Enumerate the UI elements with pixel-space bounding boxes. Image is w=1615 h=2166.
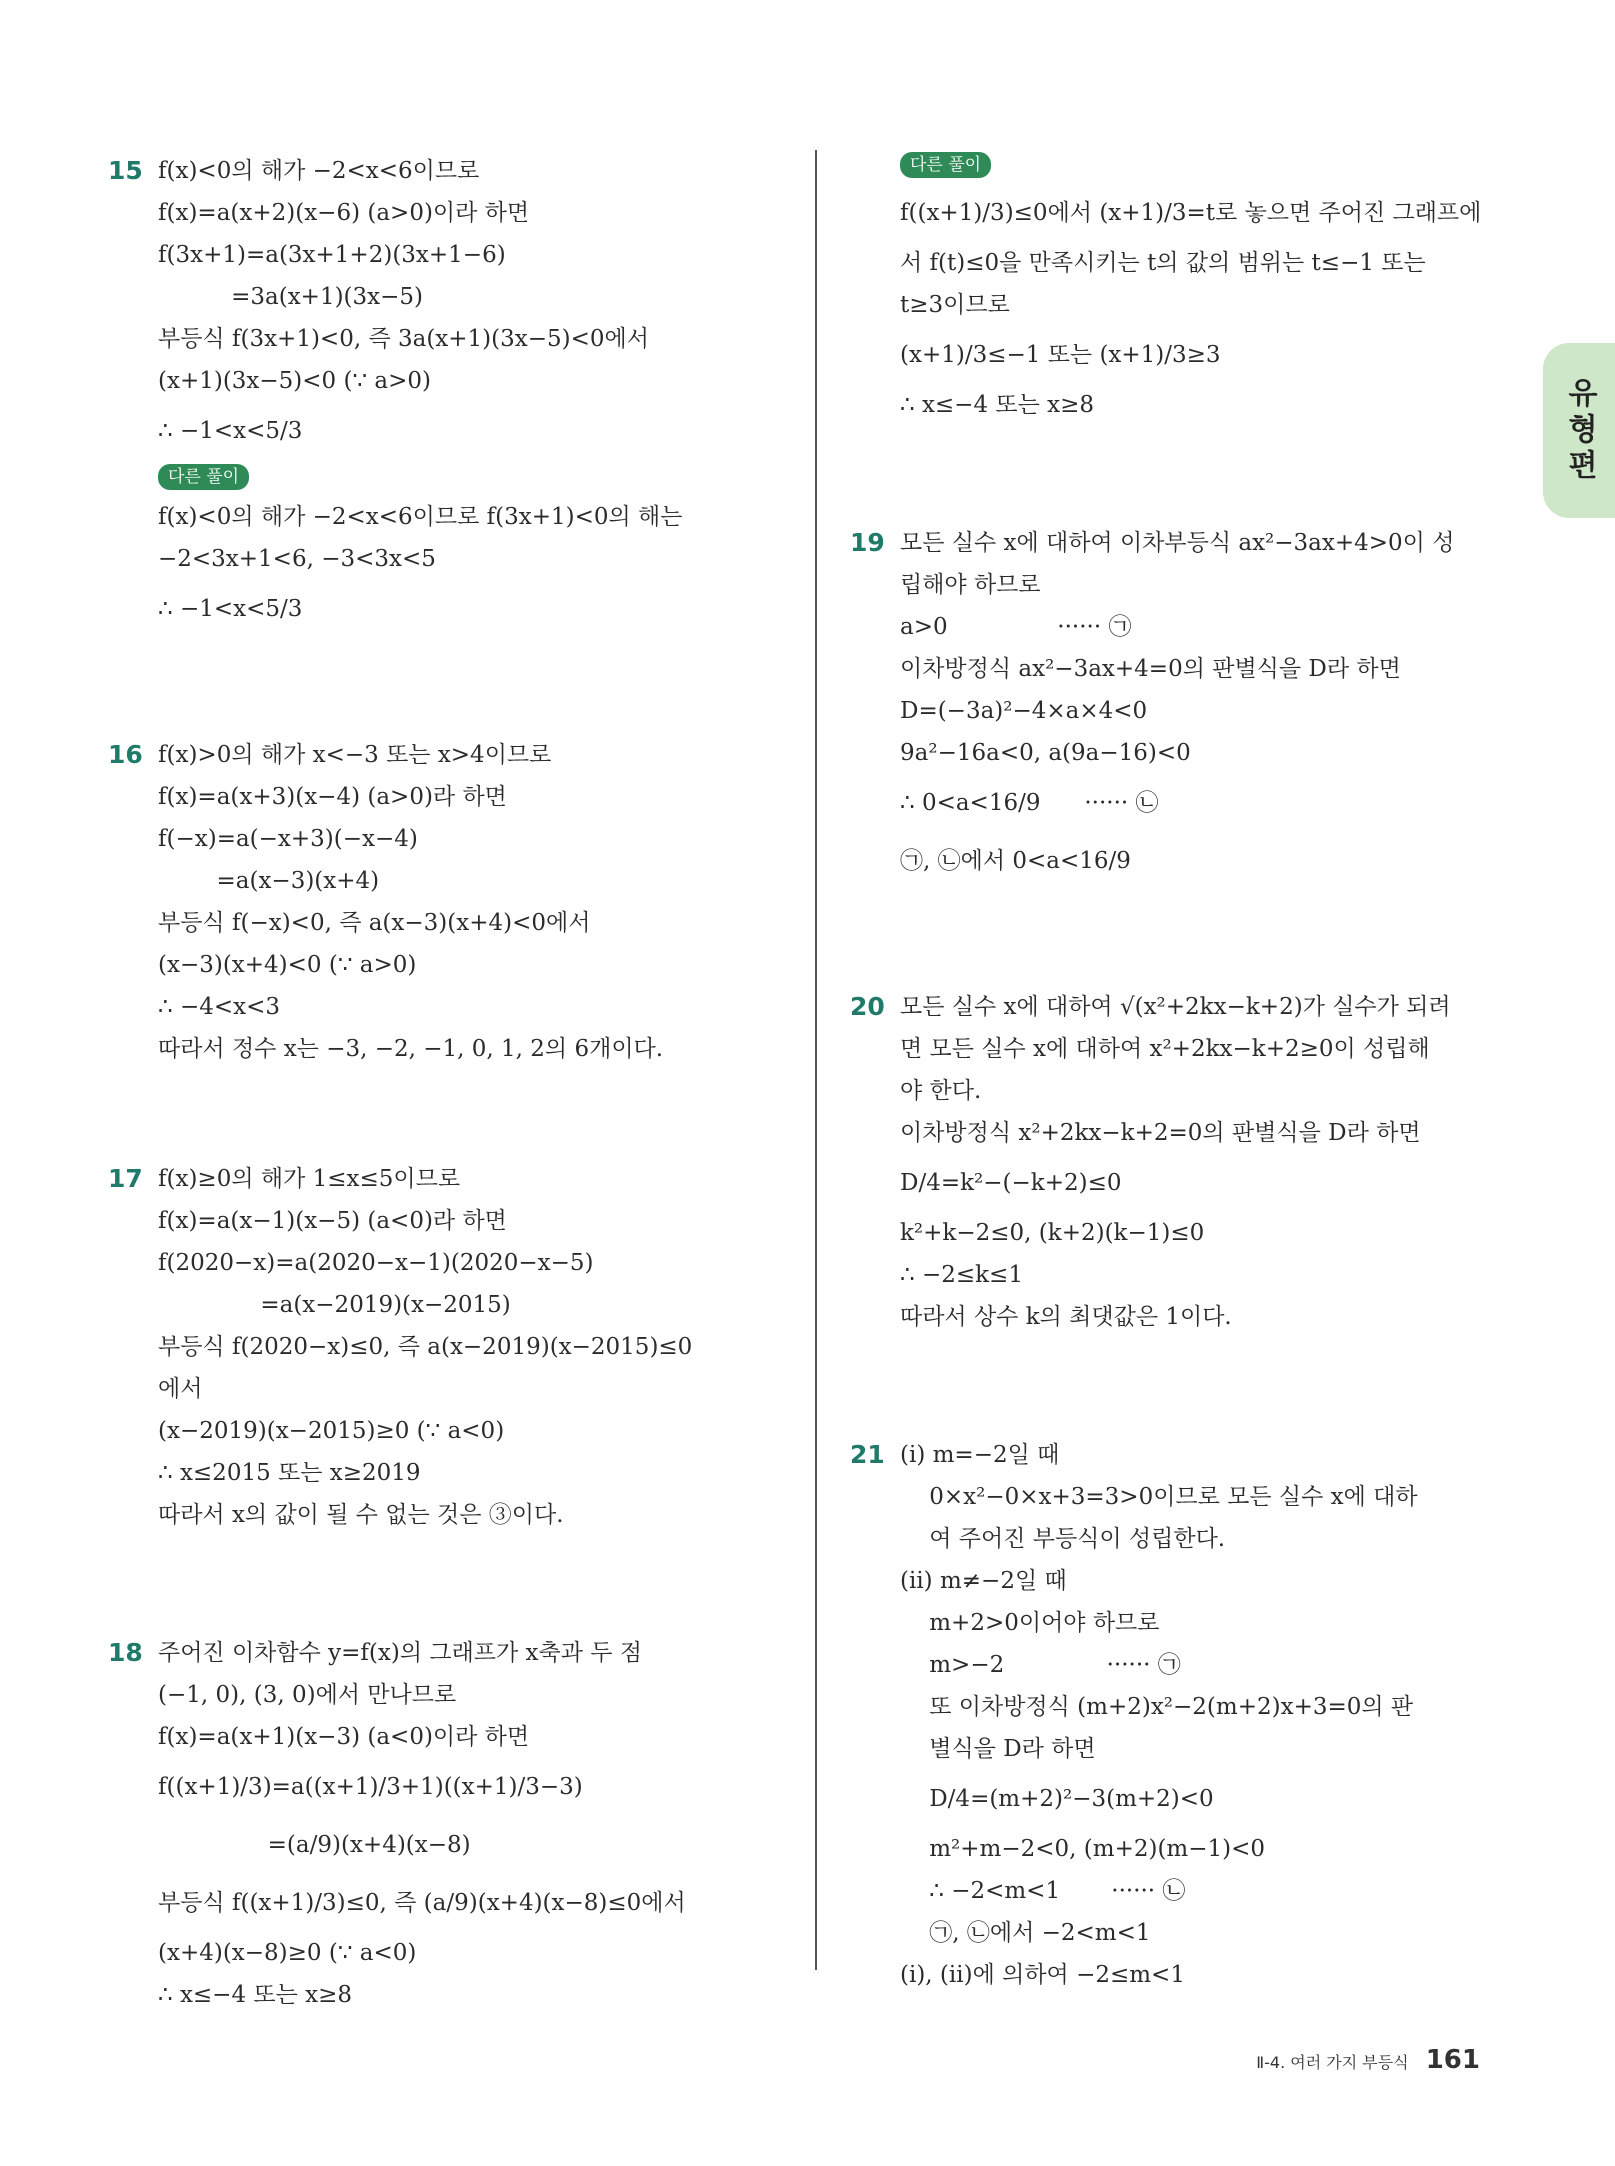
problem-block [900,148,1480,426]
solution-line: 서 f(t)≤0을 만족시키는 t의 값의 범위는 t≤−1 또는 [900,250,1426,276]
solution-line: (−1, 0), (3, 0)에서 만나므로 [158,1682,457,1708]
page-number: 161 [1425,2045,1480,2075]
side-tab-label: 유형편 [1562,376,1597,485]
solution-line: ㉠, ㉡에서 0<a<16/9 [900,848,1131,874]
solution-line: (x+1)/3≤−1 또는 (x+1)/3≥3 [900,342,1221,368]
solution-line: (x+4)(x−8)≥0 (∵ a<0) [158,1940,417,1966]
alt-solution-badge: 다른 풀이 [900,152,991,178]
solution-line: 따라서 상수 k의 최댓값은 1이다. [900,1304,1232,1330]
problem-block [850,522,1480,890]
problem-block [108,1632,798,2016]
solution-line: m>−2 ······ ㉠ [900,1652,1181,1678]
solution-line: 이차방정식 ax²−3ax+4=0의 판별식을 D라 하면 [900,656,1401,682]
solution-line: 부등식 f(3x+1)<0, 즉 3a(x+1)(3x−5)<0에서 [158,326,649,352]
alt-solution-line: −2<3x+1<6, −3<3x<5 [158,546,436,572]
solution-line: ∴ −1<x<5/3 [158,418,303,444]
alt-solution-badge: 다른 풀이 [158,464,249,490]
problem-block [108,734,798,1070]
solution-line: ∴ −4<x<3 [158,994,280,1020]
solution-line: D/4=k²−(−k+2)≤0 [900,1170,1122,1196]
solution-line: ∴ x≤−4 또는 x≥8 [900,392,1095,418]
solution-line: ∴ 0<a<16/9 ······ ㉡ [900,790,1159,816]
problem-number: 21 [850,1440,885,1469]
solution-line: 따라서 정수 x는 −3, −2, −1, 0, 1, 2의 6개이다. [158,1036,664,1062]
solution-line: k²+k−2≤0, (k+2)(k−1)≤0 [900,1220,1205,1246]
solution-line: 에서 [158,1376,203,1402]
solution-line: 주어진 이차함수 y=f(x)의 그래프가 x축과 두 점 [158,1640,643,1666]
solution-line: D/4=(m+2)²−3(m+2)<0 [900,1786,1214,1812]
solution-line: =a(x−3)(x+4) [158,868,380,894]
solution-line: 면 모든 실수 x에 대하여 x²+2kx−k+2≥0이 성립해 [900,1036,1430,1062]
solution-line: D=(−3a)²−4×a×4<0 [900,698,1148,724]
solution-line: (ⅱ) m≠−2일 때 [900,1568,1067,1594]
solution-line: ∴ −2<m<1 ······ ㉡ [900,1878,1186,1904]
solution-line: 이차방정식 x²+2kx−k+2=0의 판별식을 D라 하면 [900,1120,1421,1146]
solution-line: 부등식 f(2020−x)≤0, 즉 a(x−2019)(x−2015)≤0 [158,1334,693,1360]
right-column [850,150,1482,1996]
solution-line: f(x)=a(x+3)(x−4) (a>0)라 하면 [158,784,507,810]
column-divider [815,150,817,1970]
solution-line: (x−3)(x+4)<0 (∵ a>0) [158,952,417,978]
alt-solution-line: ∴ −1<x<5/3 [158,596,303,622]
solution-line: f((x+1)/3)=a((x+1)/3+1)((x+1)/3−3) [158,1774,583,1800]
solution-line: 여 주어진 부등식이 성립한다. [900,1526,1226,1552]
solution-line: (ⅰ), (ⅱ)에 의하여 −2≤m<1 [900,1962,1185,1988]
solution-line: m+2>0이어야 하므로 [900,1610,1160,1636]
solution-line: f(x)≥0의 해가 1≤x≤5이므로 [158,1166,461,1192]
solution-line: 9a²−16a<0, a(9a−16)<0 [900,740,1191,766]
solution-line: ∴ x≤2015 또는 x≥2019 [158,1460,421,1486]
side-tab [1543,343,1615,518]
solution-line: 별식을 D라 하면 [900,1736,1096,1762]
solution-line: 부등식 f(−x)<0, 즉 a(x−3)(x+4)<0에서 [158,910,591,936]
problem-number: 17 [108,1164,143,1193]
solution-line: 야 한다. [900,1078,982,1104]
solution-line: f(2020−x)=a(2020−x−1)(2020−x−5) [158,1250,594,1276]
solution-line: f(x)>0의 해가 x<−3 또는 x>4이므로 [158,742,552,768]
solution-line: =(a/9)(x+4)(x−8) [158,1832,471,1858]
alt-solution-line: f(x)<0의 해가 −2<x<6이므로 f(3x+1)<0의 해는 [158,504,683,530]
solution-line: f((x+1)/3)≤0에서 (x+1)/3=t로 놓으면 주어진 그래프에 [900,200,1482,226]
solution-line: 립해야 하므로 [900,572,1041,598]
solution-line: t≥3이므로 [900,292,1010,318]
solution-line: f(x)=a(x+2)(x−6) (a>0)이라 하면 [158,200,530,226]
problem-number: 20 [850,992,885,1021]
solution-line: (ⅰ) m=−2일 때 [900,1442,1060,1468]
chapter-label: Ⅱ-4. 여러 가지 부등식 [1256,2053,1409,2072]
solution-line: ∴ −2≤k≤1 [900,1262,1023,1288]
solution-line: (x+1)(3x−5)<0 (∵ a>0) [158,368,432,394]
solution-line: f(x)<0의 해가 −2<x<6이므로 [158,158,480,184]
solution-line: ㉠, ㉡에서 −2<m<1 [900,1920,1151,1946]
solution-line: f(3x+1)=a(3x+1+2)(3x+1−6) [158,242,506,268]
solution-line: ∴ x≤−4 또는 x≥8 [158,1982,353,2008]
solution-line: f(x)=a(x+1)(x−3) (a<0)이라 하면 [158,1724,530,1750]
left-column [108,150,798,2016]
solution-line: 모든 실수 x에 대하여 √(x²+2kx−k+2)가 실수가 되려 [900,994,1451,1020]
problem-number: 19 [850,528,885,557]
solution-line: 또 이차방정식 (m+2)x²−2(m+2)x+3=0의 판 [900,1694,1414,1720]
problem-number: 18 [108,1638,143,1667]
problem-number: 15 [108,156,143,185]
solution-line: f(x)=a(x−1)(x−5) (a<0)라 하면 [158,1208,507,1234]
solution-line: (x−2019)(x−2015)≥0 (∵ a<0) [158,1418,505,1444]
solution-line: =a(x−2019)(x−2015) [158,1292,511,1318]
solution-line: 모든 실수 x에 대하여 이차부등식 ax²−3ax+4>0이 성 [900,530,1455,556]
solution-line: m²+m−2<0, (m+2)(m−1)<0 [900,1836,1266,1862]
solution-line: =3a(x+1)(3x−5) [158,284,424,310]
solution-line: 따라서 x의 값이 될 수 없는 것은 ③이다. [158,1502,564,1528]
solution-line: a>0 ······ ㉠ [900,614,1132,640]
problem-block [108,1158,798,1536]
problem-block [850,1434,1480,1996]
problem-block [850,986,1480,1338]
solution-line: f(−x)=a(−x+3)(−x−4) [158,826,418,852]
page-footer [1256,2045,1480,2075]
problem-block [108,150,798,638]
solution-line: 0×x²−0×x+3=3>0이므로 모든 실수 x에 대하 [900,1484,1418,1510]
problem-number: 16 [108,740,143,769]
solution-line: 부등식 f((x+1)/3)≤0, 즉 (a/9)(x+4)(x−8)≤0에서 [158,1890,686,1916]
